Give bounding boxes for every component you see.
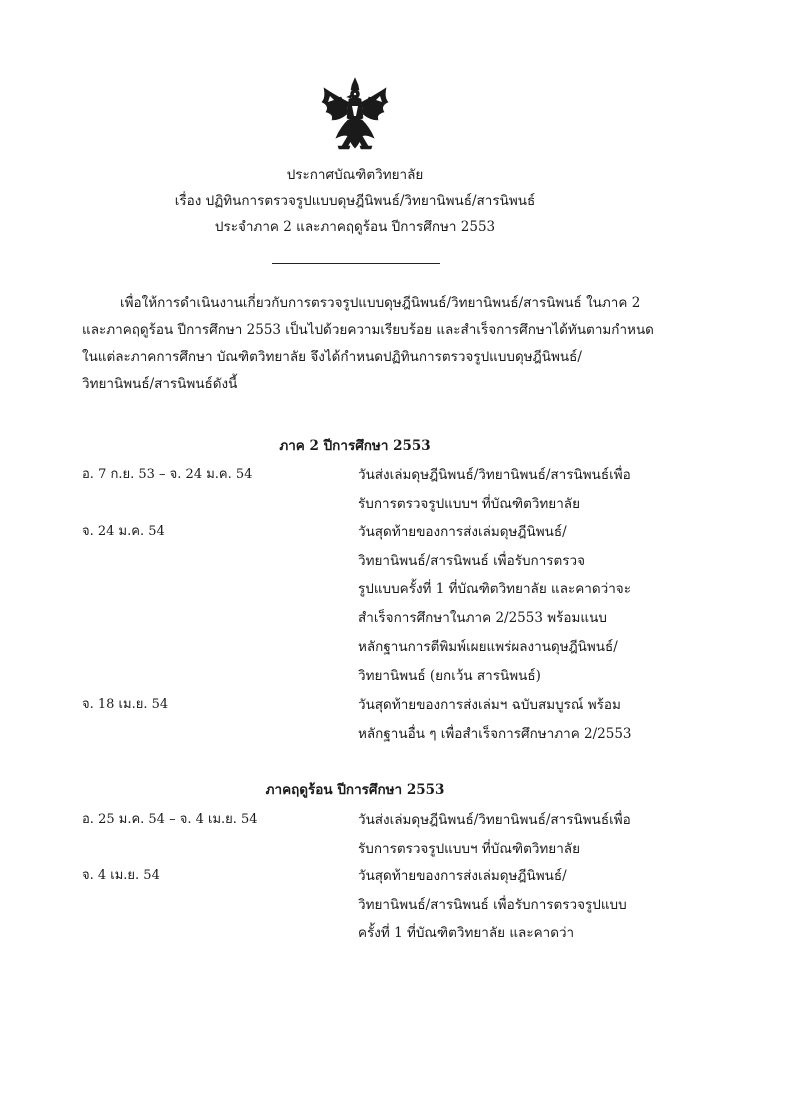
section-heading-term-2: ภาค 2 ปีการศึกษา 2553: [279, 438, 431, 454]
intro-line: เพื่อให้การดำเนินงานเกี่ยวกับการตรวจรูปแบบดุษฎีนิพนธ์/วิทยานิพนธ์/สารนิพนธ์ ในภาค 2: [120, 295, 641, 311]
description-line: หลักฐานการตีพิมพ์เผยแพร่ผลงานดุษฎีนิพนธ์/: [358, 638, 618, 655]
description-line: วิทยานิพนธ์ (ยกเว้น สารนิพนธ์): [358, 667, 541, 684]
section-heading-summer: ภาคฤดูร้อน ปีการศึกษา 2553: [265, 782, 445, 798]
schedule-description: [358, 518, 658, 690]
description-line: ครั้งที่ 1 ที่บัณฑิตวิทยาลัย และคาดว่า: [358, 925, 575, 942]
schedule-date: จ. 18 เม.ย. 54: [82, 697, 169, 712]
schedule-description: [358, 806, 658, 863]
schedule-description: [358, 691, 658, 748]
intro-line: วิทยานิพนธ์/สารนิพนธ์ดังนี้: [82, 376, 238, 392]
description-line: วันส่งเล่มดุษฎีนิพนธ์/วิทยานิพนธ์/สารนิพนธ์เพื่อ: [358, 467, 631, 483]
garuda-emblem-icon: [318, 76, 392, 156]
announcement-term: ประจำภาค 2 และภาคฤดูร้อน ปีการศึกษา 2553: [214, 219, 496, 235]
intro-paragraph: [82, 290, 654, 398]
description-line: สำเร็จการศึกษาในภาค 2/2553 พร้อมแนบ: [358, 610, 607, 627]
description-line: รับการตรวจรูปแบบฯ ที่บัณฑิตวิทยาลัย: [358, 840, 580, 857]
description-line: รูปแบบครั้งที่ 1 ที่บัณฑิตวิทยาลัย และคาดว่าจะ: [358, 581, 631, 598]
description-line: รับการตรวจรูปแบบฯ ที่บัณฑิตวิทยาลัย: [358, 495, 580, 512]
schedule-date: จ. 24 ม.ค. 54: [82, 524, 165, 539]
announcement-subject: เรื่อง ปฏิทินการตรวจรูปแบบดุษฎีนิพนธ์/วิทยานิพนธ์/สารนิพนธ์: [174, 193, 536, 209]
description-line: วันสุดท้ายของการส่งเล่มดุษฎีนิพนธ์/: [358, 868, 567, 884]
schedule-date: อ. 7 ก.ย. 53 – จ. 24 ม.ค. 54: [82, 467, 253, 482]
description-line: วันสุดท้ายของการส่งเล่มดุษฎีนิพนธ์/: [358, 524, 567, 540]
schedule-description: [358, 862, 658, 948]
intro-line: ในแต่ละภาคการศึกษา บัณฑิตวิทยาลัย จึงได้กำหนดปฏิทินการตรวจรูปแบบดุษฎีนิพนธ์/: [82, 349, 582, 365]
description-line: หลักฐานอื่น ๆ เพื่อสำเร็จการศึกษาภาค 2/2553: [358, 725, 632, 742]
description-line: วันสุดท้ายของการส่งเล่มฯ ฉบับสมบูรณ์ พร้อม: [358, 697, 621, 713]
header-divider: [272, 263, 440, 264]
description-line: วิทยานิพนธ์/สารนิพนธ์ เพื่อรับการตรวจ: [358, 552, 586, 569]
announcement-title: ประกาศบัณฑิตวิทยาลัย: [286, 167, 424, 183]
schedule-date: อ. 25 ม.ค. 54 – จ. 4 เม.ย. 54: [82, 812, 258, 827]
description-line: วันส่งเล่มดุษฎีนิพนธ์/วิทยานิพนธ์/สารนิพนธ์เพื่อ: [358, 812, 631, 828]
intro-line: และภาคฤดูร้อน ปีการศึกษา 2553 เป็นไปด้วยความเรียบร้อย และสำเร็จการศึกษาได้ทันตามกำหนด: [82, 322, 654, 338]
description-line: วิทยานิพนธ์/สารนิพนธ์ เพื่อรับการตรวจรูปแบบ: [358, 896, 627, 913]
schedule-description: [358, 461, 658, 518]
schedule-date: จ. 4 เม.ย. 54: [82, 868, 160, 883]
